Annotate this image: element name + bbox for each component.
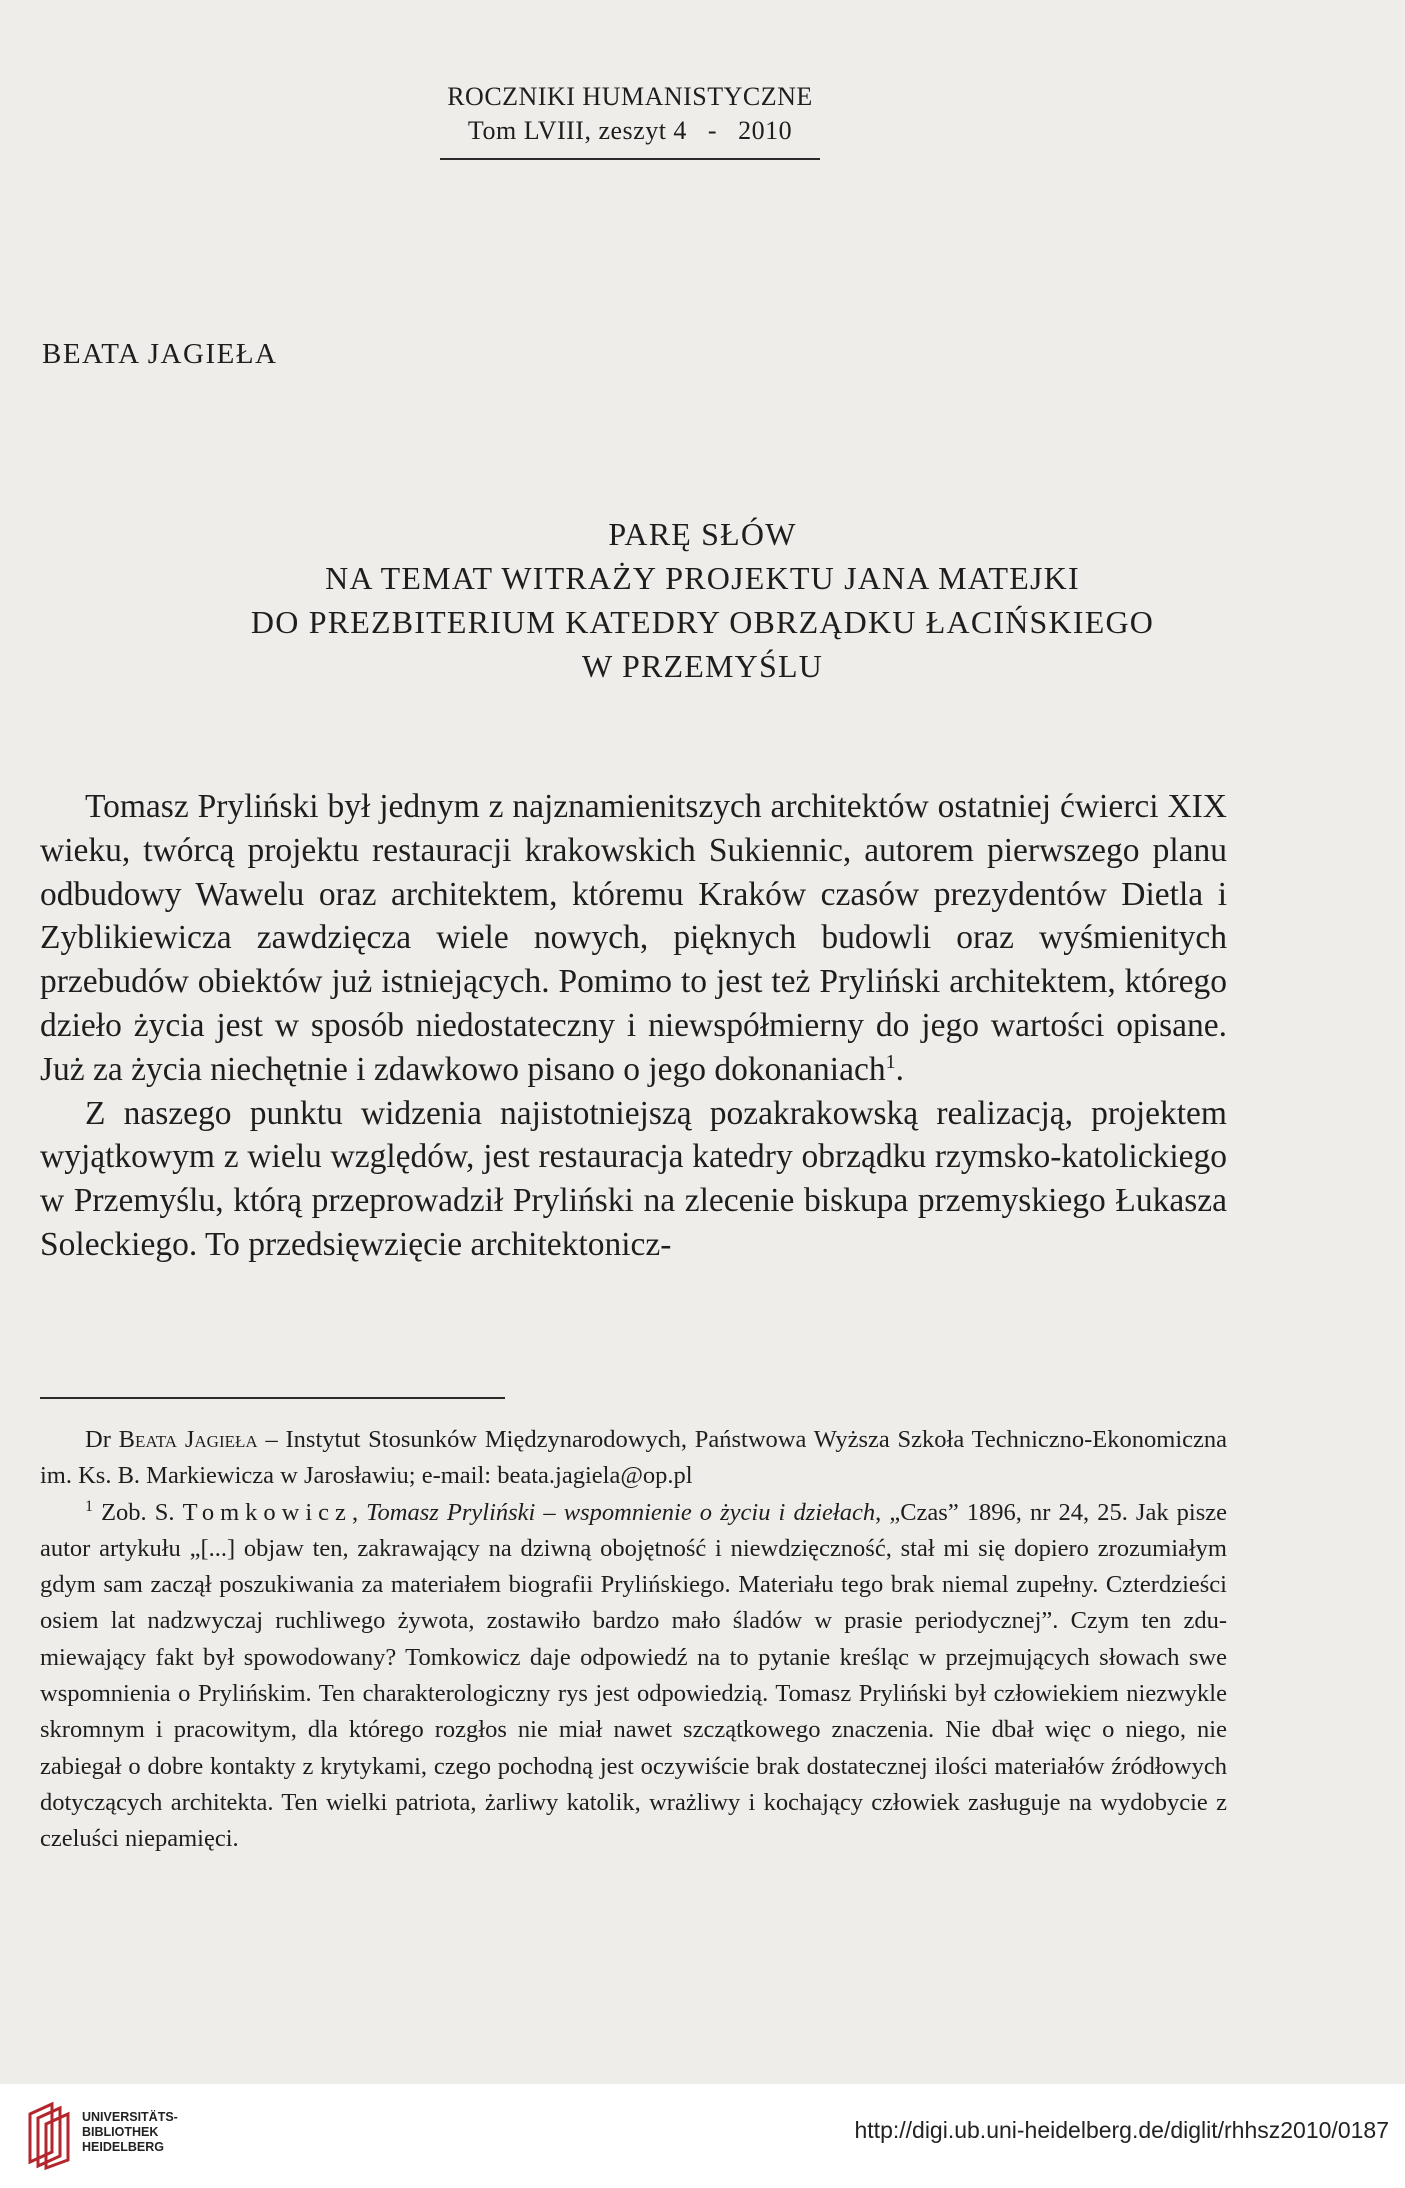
footnote-ref[interactable]: 1 — [885, 1050, 896, 1073]
journal-title: ROCZNIKI HUMANISTYCZNE — [447, 82, 813, 111]
library-name-line: BIBLIOTHEK — [82, 2125, 159, 2139]
article-title — [40, 512, 1365, 688]
footnote-separator — [40, 1397, 505, 1399]
digitization-footer — [0, 2084, 1405, 2188]
journal-issue: Tom LVIII, zeszyt 4 - 2010 — [467, 116, 793, 145]
title-line: W PRZEMYŚLU — [581, 648, 824, 684]
affiliation-prefix: Dr — [85, 1426, 111, 1453]
library-name-line: UNIVERSITÄTS- — [82, 2110, 178, 2124]
journal-header — [440, 80, 820, 160]
cited-author: Tomkowicz — [182, 1498, 352, 1526]
title-line: PARĘ SŁÓW — [608, 516, 797, 552]
library-name — [82, 2110, 178, 2155]
affiliation-text: – Instytut Stosunków Międzynarodowych, Państwowa Wyższa Szkoła Techniczno-Ekonomiczna im. Ks. B. Markiewicza w Jarosławiu; e-mail: beata.jagiela@op.pl — [40, 1426, 1228, 1490]
body-paragraph — [40, 785, 1227, 1092]
footnote-number: 1 — [85, 1497, 93, 1515]
title-line: DO PREZBITERIUM KATEDRY OBRZĄDKU ŁACIŃSKIEGO — [250, 604, 1155, 640]
author-affiliation-note — [40, 1422, 1227, 1495]
library-name-line: HEIDELBERG — [82, 2140, 164, 2154]
cited-title: Tomasz Pryliński – wspomnienie o życiu i dziełach — [366, 1498, 876, 1526]
source-url-link[interactable]: http://digi.ub.uni-heidelberg.de/diglit/rhhsz2010/0187 — [854, 2117, 1389, 2143]
library-logo-icon[interactable] — [18, 2100, 78, 2170]
footnote-1 — [40, 1495, 1227, 1858]
body-text — [40, 785, 1227, 1267]
header-rule — [440, 158, 820, 160]
title-line: NA TEMAT WITRAŻY PROJEKTU JANA MATEJKI — [325, 560, 1080, 596]
footnote-text: , — [351, 1498, 367, 1526]
footnote-text: Zob. S. — [93, 1498, 183, 1526]
paragraph-end: . — [895, 1050, 904, 1088]
footnotes — [40, 1422, 1227, 1858]
footnote-text: , „Czas” 1896, nr 24, 25. Jak pisze autor artykułu „[...] objaw ten, zakrawający na dziwną obojętność i niewdzięczność, stał mi się dopiero zrozumiałym gdym sam zaczął poszukiwania za materiałem biografii Prylińskiego. Materiału tego brak niemal zupełny. Czterdzieści osiem lat nadzwyczaj ruchliwego żywota, zostawiło bardzo mało śladów w prasie periodycznej”. Czym ten zdumiewający fakt był spowodowany? Tomkowicz daje odpowiedź na to pytanie kreśląc w przejmujących słowach swe wspomnienia o Prylińskim. Ten charakterologiczny rys jest odpowiedzią. Tomasz Pryliński był człowiekiem niezwykle skromnym i pracowitym, dla którego rozgłos nie miał nawet szczątkowego znaczenia. Nie dbał więc o niego, nie zabiegał o dobre kontakty z krytykami, czego pochodną jest oczywiście brak dostatecznej ilości materiałów źródłowych dotyczących architekta. Ten wielki patriota, żarliwy katolik, wrażliwy i kochający człowiek zasługuje na wydobycie z czeluści niepamięci. — [40, 1498, 1228, 1853]
article-author: BEATA JAGIEŁA — [42, 338, 278, 370]
body-paragraph: Z naszego punktu widzenia najistotniejszą pozakrakowską realizacją, projektem wyjątkowym z wielu względów, jest restauracja katedry obrządku rzymsko-katolickiego w Przemyślu, którą przeprowadził Pryliński na zlecenie biskupa przemyskiego Łukasza Soleckiego. To przedsięwzięcie architektonicz- — [40, 1094, 1227, 1263]
affiliation-name: Beata Jagieła — [118, 1426, 258, 1453]
paragraph-text: Tomasz Pryliński był jednym z najznamienitszych architektów ostatniej ćwierci XIX wieku, twórcą projektu restauracji krakowskich Sukiennic, autorem pierwszego planu odbudowy Wawelu oraz architektem, któremu Kraków czasów prezydentów Dietla i Zyblikiewicza zawdzięcza wiele nowych, pięknych budowli oraz wyśmienitych przebudów obiektów już istniejących. Pomimo to jest też Pryliński architektem, którego dzieło życia jest w sposób niedostateczny i niewspółmierny do jego wartości opisane. Już za życia niechętnie i zdawkowo pisano o jego dokonaniach — [40, 788, 1227, 1088]
